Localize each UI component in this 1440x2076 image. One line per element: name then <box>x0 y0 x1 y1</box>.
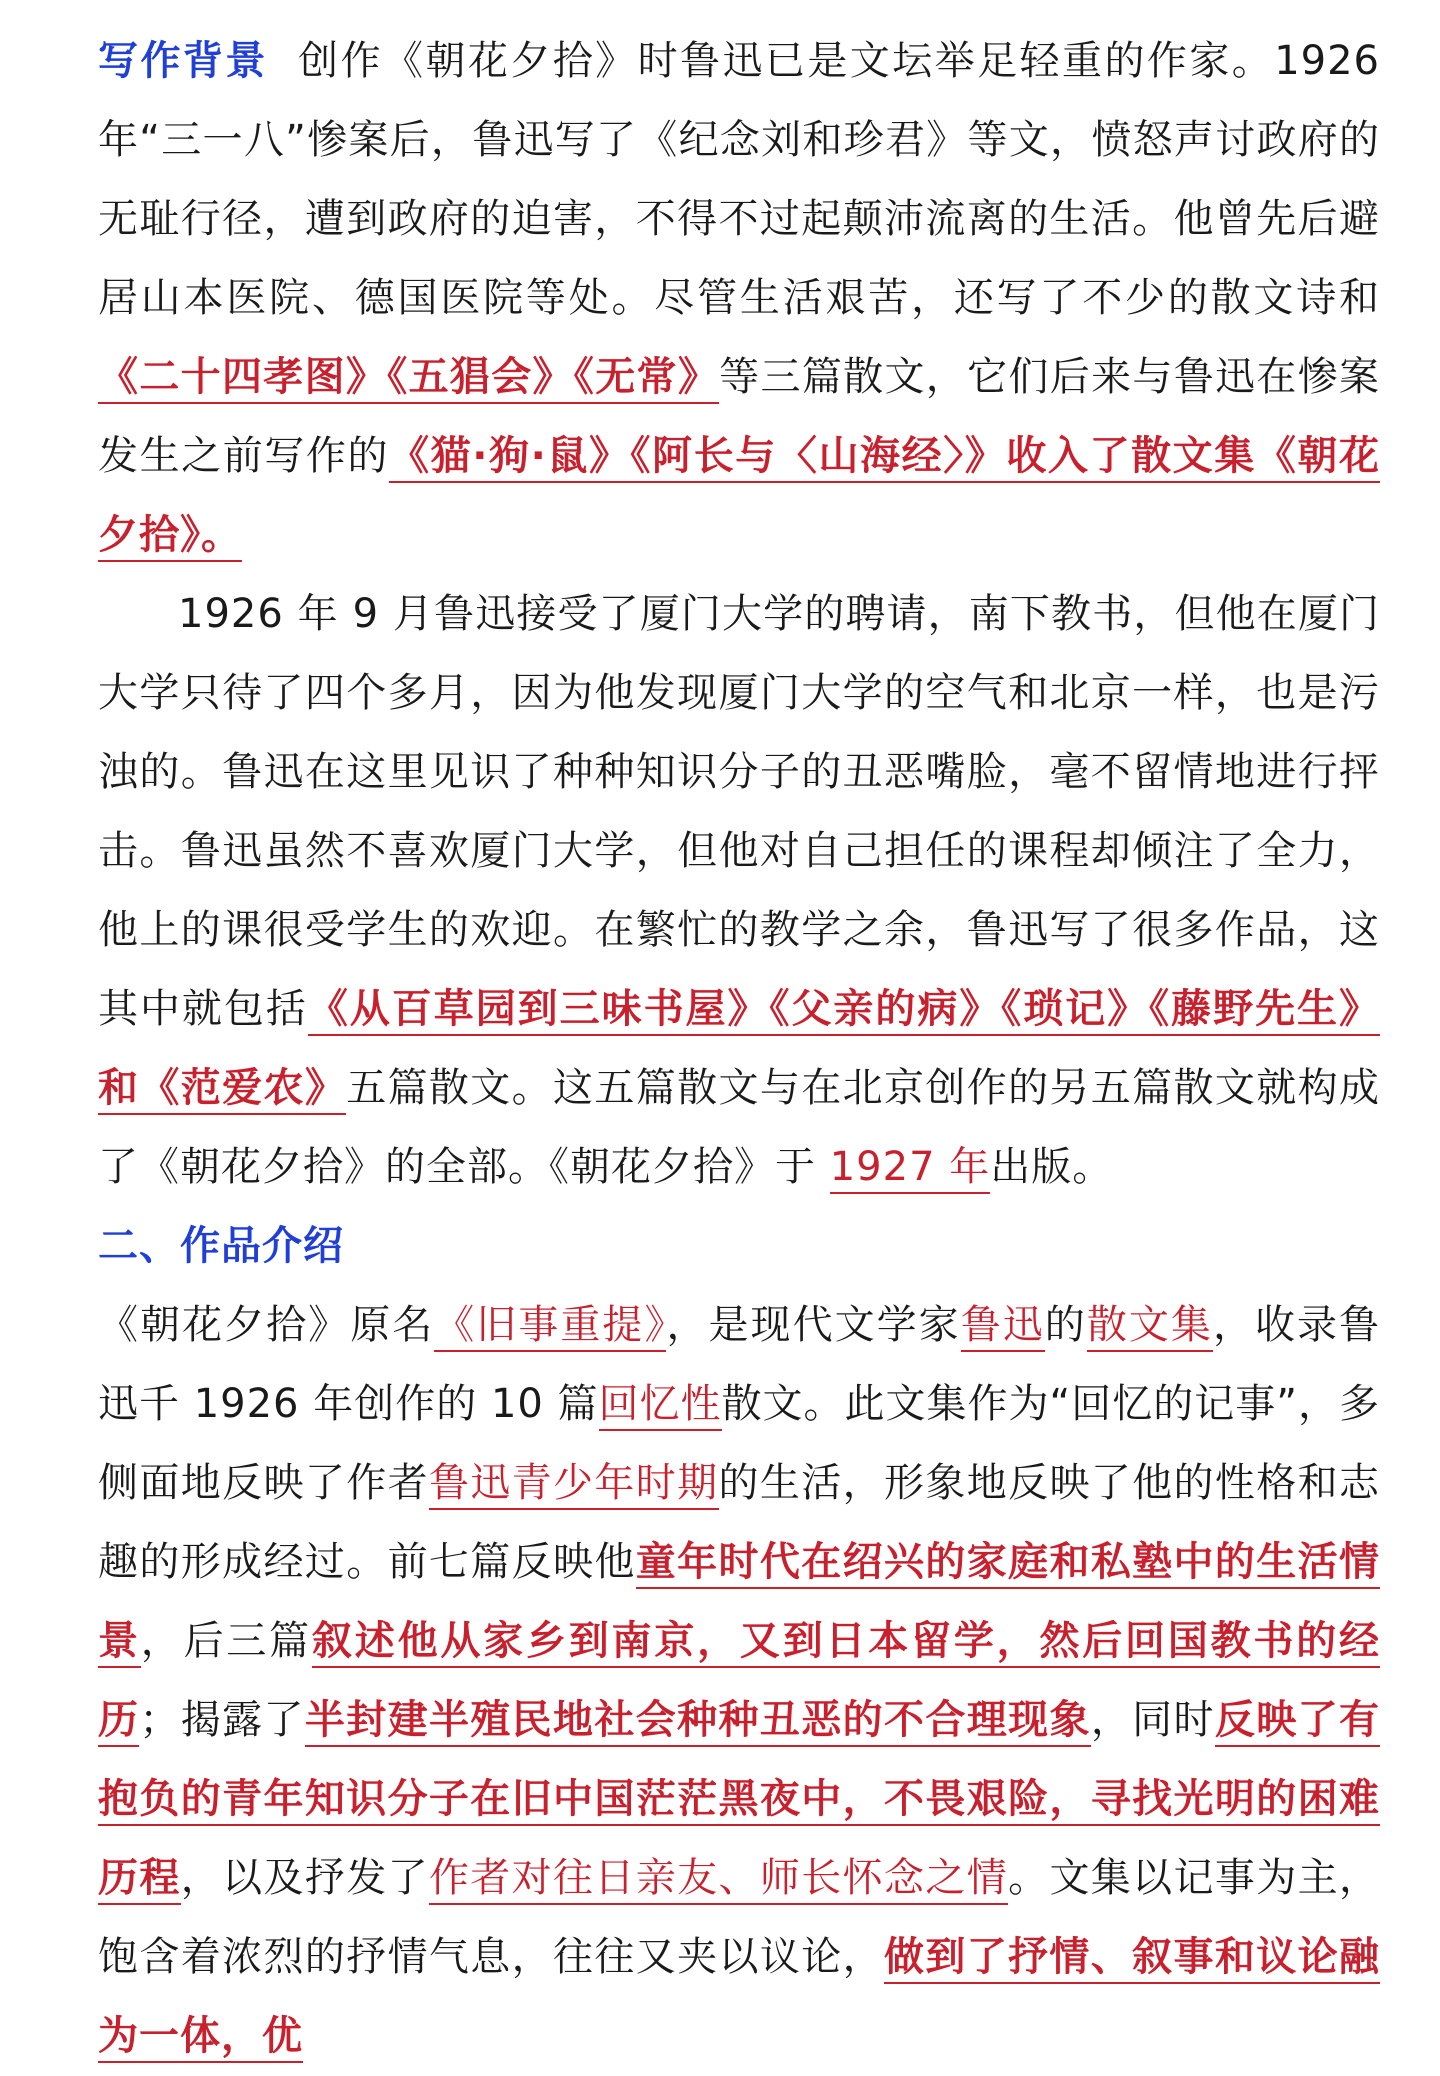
paragraph-xiamen <box>98 575 1380 1207</box>
text-segment: ，是现代文学家 <box>666 1302 961 1348</box>
label-writing-background: 写作背景 <box>98 38 268 84</box>
text-segment: 《朝花夕拾》原名 <box>98 1302 435 1348</box>
highlight-segment: 《旧事重提》 <box>434 1302 666 1352</box>
section-heading-work-intro: 二、作品介绍 <box>98 1223 344 1269</box>
highlight-segment: 《二十四孝图》《五猖会》《无常》 <box>98 354 719 404</box>
highlight-year: 1927 年 <box>830 1144 991 1194</box>
text-segment: ，同时 <box>1090 1697 1215 1743</box>
highlight-segment: 做到了抒情、叙事和议论融为一体，优 <box>98 1934 1380 2063</box>
text-segment: 等三篇散文，它们后来与鲁迅在惨案发生之前写作的 <box>98 354 1381 479</box>
highlight-segment: 鲁迅 <box>961 1302 1045 1352</box>
text-segment: ；揭露了 <box>139 1697 305 1743</box>
text-segment: 出版。 <box>990 1144 1114 1190</box>
text-segment: 创作《朝花夕拾》时鲁迅已是文坛举足轻重的作家。1926 年“三一八”惨案后，鲁迅写了《纪念刘和珍君》等文，愤怒声讨政府的无耻行径，遭到政府的迫害，不得不过起颠沛流离的生活。他曾先后避居山本医院、德国医院等处。尽管生活艰苦，还写了不少的散文诗和 <box>98 38 1380 321</box>
highlight-segment: 反映了有抱负的青年知识分子在旧中国茫茫黑夜中，不畏艰险，寻找光明的困难历程 <box>98 1697 1380 1905</box>
highlight-segment: 叙述他从家乡到南京，又到日本留学，然后回国教书的经历 <box>98 1618 1380 1747</box>
highlight-segment: 作者对往日亲友、师长怀念之情 <box>429 1855 1008 1905</box>
highlight-segment: 回忆性 <box>599 1381 722 1431</box>
text-segment: 的 <box>1044 1302 1087 1348</box>
text-segment: 散文。此文集作为“回忆的记事”，多侧面地反映了作者 <box>98 1381 1381 1506</box>
text-segment: 五篇散文。这五篇散文与在北京创作的另五篇散文就构成了《朝花夕拾》的全部。《朝花夕拾》于 <box>98 1065 1381 1190</box>
paragraph-work-intro <box>98 1286 1380 2076</box>
text-segment: 1926 年 9 月鲁迅接受了厦门大学的聘请，南下教书，但他在厦门大学只待了四个多月，因为他发现厦门大学的空气和北京一样，也是污浊的。鲁迅在这里见识了种种知识分子的丑恶嘴脸，毫不留情地进行抨击。鲁迅虽然不喜欢厦门大学，但他对自己担任的课程却倾注了全力，他上的课很受学生的欢迎。在繁忙的教学之余，鲁迅写了很多作品，这其中就包括 <box>98 591 1380 1032</box>
document-page <box>98 22 1380 2076</box>
highlight-segment: 《从百草园到三味书屋》《父亲的病》《琐记》《藤野先生》和《范爱农》 <box>98 986 1380 1115</box>
highlight-segment: 《猫·狗·鼠》《阿长与〈山海经〉》收入了散文集《朝花夕拾》。 <box>98 433 1380 562</box>
text-segment: ，收录鲁迅千 1926 年创作的 10 篇 <box>98 1302 1381 1427</box>
highlight-segment: 童年时代在绍兴的家庭和私塾中的生活情景 <box>98 1539 1380 1668</box>
paragraph-writing-background <box>98 22 1380 575</box>
text-segment: ，后三篇 <box>140 1618 312 1664</box>
text-segment: 。文集以记事为主，饱含着浓烈的抒情气息，往往又夹以议论， <box>98 1855 1381 1980</box>
highlight-segment: 半封建半殖民地社会种种丑恶的不合理现象 <box>305 1697 1091 1747</box>
highlight-segment: 鲁迅青少年时期 <box>429 1460 719 1510</box>
highlight-segment: 散文集 <box>1087 1302 1213 1352</box>
text-segment: ，以及抒发了 <box>180 1855 429 1901</box>
text-segment: 的生活，形象地反映了他的性格和志趣的形成经过。前七篇反映他 <box>98 1460 1381 1585</box>
